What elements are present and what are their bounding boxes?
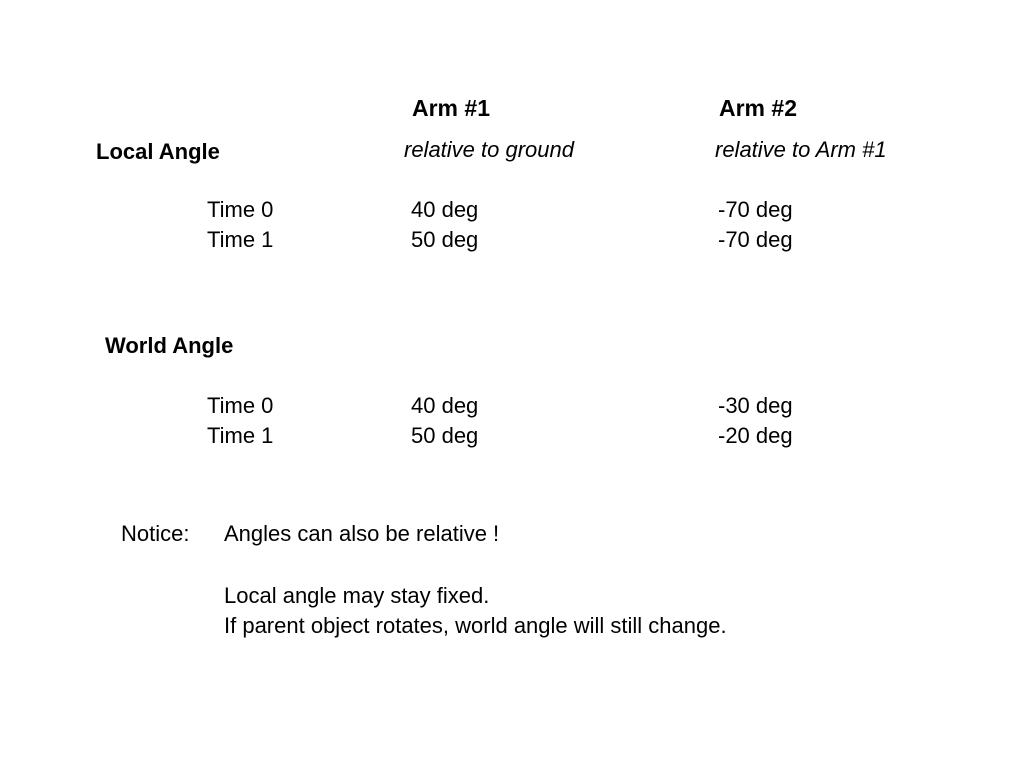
notice-line: Local angle may stay fixed. (224, 583, 490, 608)
world-angle-heading: World Angle (105, 333, 234, 358)
arm1-value: 40 deg (411, 197, 479, 222)
arm1-value: 50 deg (411, 423, 479, 448)
arm2-note: relative to Arm #1 (715, 137, 887, 162)
notice-line: If parent object rotates, world angle will still change. (224, 613, 727, 638)
row-time-label: Time 1 (207, 227, 274, 252)
arm2-value: -70 deg (718, 197, 793, 222)
arm2-value: -20 deg (718, 423, 793, 448)
arm2-value: -70 deg (718, 227, 793, 252)
arm2-value: -30 deg (718, 393, 793, 418)
arm1-value: 40 deg (411, 393, 479, 418)
row-time-label: Time 0 (207, 393, 274, 418)
notice-label: Notice: (121, 521, 190, 546)
row-time-label: Time 1 (207, 423, 274, 448)
arm1-header: Arm #1 (412, 95, 490, 121)
local-angle-heading: Local Angle (96, 139, 220, 164)
row-time-label: Time 0 (207, 197, 274, 222)
arm2-header: Arm #2 (719, 95, 797, 121)
arm1-value: 50 deg (411, 227, 479, 252)
arm1-note: relative to ground (404, 137, 574, 162)
notice-line: Angles can also be relative ! (224, 521, 500, 546)
